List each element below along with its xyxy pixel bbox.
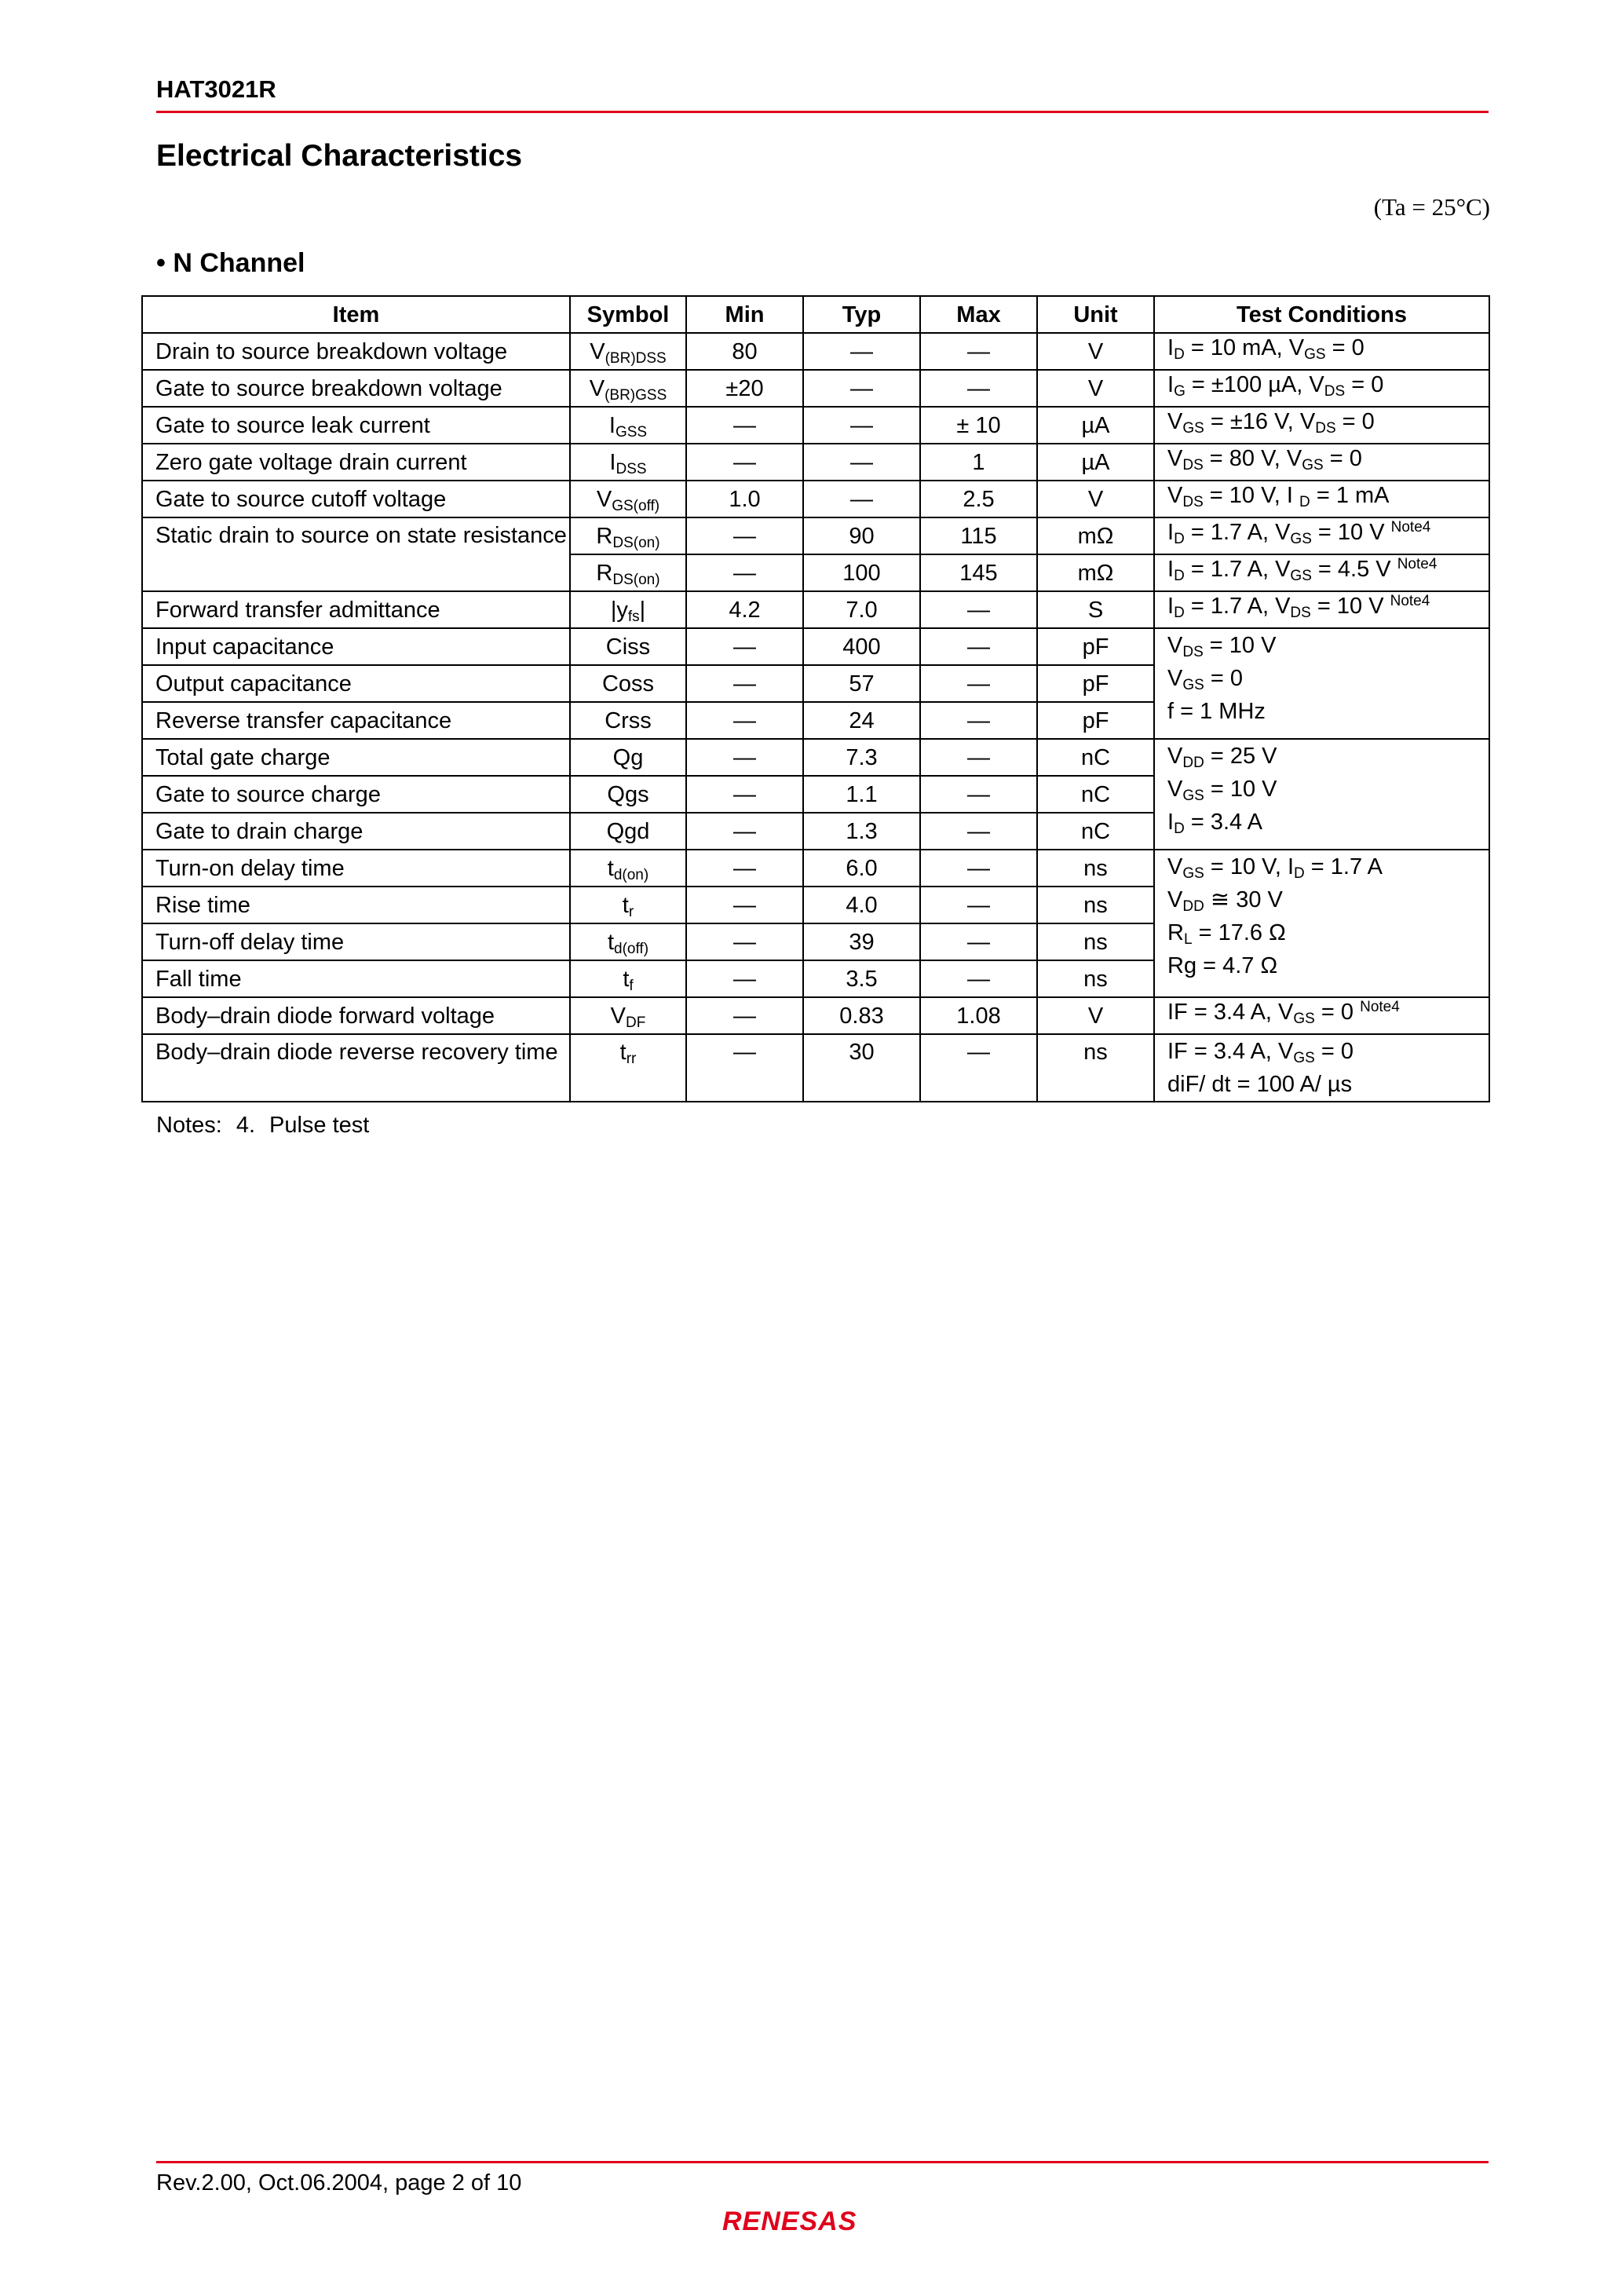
header-rule — [156, 111, 1489, 113]
item-cell: Body–drain diode forward voltage — [142, 997, 570, 1034]
max-cell: — — [920, 923, 1037, 960]
item-cell: Total gate charge — [142, 739, 570, 776]
min-cell: — — [686, 628, 803, 665]
min-cell: 4.2 — [686, 591, 803, 628]
test-condition-cell: $V_{DS} = 10$ V $V_{GS} = 0$ f = 1 MHz — [1154, 628, 1489, 739]
note-reference: Note4 — [1390, 519, 1431, 536]
unit-cell: V — [1037, 481, 1154, 517]
typ-cell: 3.5 — [803, 960, 920, 997]
symbol-cell: $R_{DS(on)}$ — [570, 554, 686, 591]
typ-cell: — — [803, 481, 920, 517]
typ-cell: 7.3 — [803, 739, 920, 776]
renesas-logo — [719, 2205, 915, 2236]
symbol-cell: Coss — [570, 665, 686, 702]
footer-rule — [156, 2161, 1489, 2163]
unit-cell: ns — [1037, 887, 1154, 923]
min-cell: — — [686, 850, 803, 887]
max-cell: ± 10 — [920, 407, 1037, 444]
typ-cell: — — [803, 370, 920, 407]
max-cell: — — [920, 628, 1037, 665]
section-title: Electrical Characteristics — [156, 139, 523, 173]
max-cell: — — [920, 887, 1037, 923]
min-cell: — — [686, 997, 803, 1034]
notes — [156, 1113, 383, 1139]
typ-cell: 100 — [803, 554, 920, 591]
symbol-cell: $V_{GS(off)}$ — [570, 481, 686, 517]
item-cell: Forward transfer admittance — [142, 591, 570, 628]
note-number: 4. — [236, 1113, 256, 1138]
test-condition-cell: $V_{DS} = 10$ V, I $_D$ = 1 mA — [1154, 481, 1489, 517]
symbol-cell: Qg — [570, 739, 686, 776]
column-header: Min — [686, 296, 803, 333]
min-cell: 1.0 — [686, 481, 803, 517]
unit-cell: µA — [1037, 444, 1154, 481]
unit-cell: pF — [1037, 665, 1154, 702]
max-cell: 1 — [920, 444, 1037, 481]
min-cell: — — [686, 665, 803, 702]
symbol-cell: $I_{DSS}$ — [570, 444, 686, 481]
symbol-cell: Ciss — [570, 628, 686, 665]
typ-cell: — — [803, 407, 920, 444]
table-row — [142, 628, 1489, 665]
item-cell: Fall time — [142, 960, 570, 997]
typ-cell: 39 — [803, 923, 920, 960]
revision-info: Rev.2.00, Oct.06.2004, page 2 of 10 — [156, 2170, 522, 2195]
typ-cell: 0.83 — [803, 997, 920, 1034]
max-cell: — — [920, 960, 1037, 997]
item-cell: Reverse transfer capacitance — [142, 702, 570, 739]
max-cell: — — [920, 813, 1037, 850]
min-cell: — — [686, 407, 803, 444]
min-cell: — — [686, 1034, 803, 1102]
test-condition-cell: $V_{GS} = 10$ V, $I_D = 1.7$ A $V_{DD}$ ≅ 30 V $R_L = 17.6$ Ω Rg = 4.7 Ω — [1154, 850, 1489, 997]
max-cell: — — [920, 739, 1037, 776]
unit-cell: nC — [1037, 813, 1154, 850]
max-cell: — — [920, 591, 1037, 628]
item-cell: Drain to source breakdown voltage — [142, 333, 570, 370]
item-cell: Rise time — [142, 887, 570, 923]
symbol-cell: $t_{rr}$ — [570, 1034, 686, 1102]
max-cell: 2.5 — [920, 481, 1037, 517]
min-cell: — — [686, 960, 803, 997]
typ-cell: 1.1 — [803, 776, 920, 813]
table-row — [142, 591, 1489, 628]
typ-cell: 57 — [803, 665, 920, 702]
test-condition-cell: $V_{GS} = \pm 16$ V, $V_{DS} = 0$ — [1154, 407, 1489, 444]
item-cell: Zero gate voltage drain current — [142, 444, 570, 481]
item-cell: Gate to source breakdown voltage — [142, 370, 570, 407]
symbol-cell: $R_{DS(on)}$ — [570, 517, 686, 554]
unit-cell: V — [1037, 370, 1154, 407]
typ-cell: 30 — [803, 1034, 920, 1102]
note-reference: Note4 — [1397, 556, 1438, 572]
unit-cell: mΩ — [1037, 517, 1154, 554]
symbol-cell: $t_r$ — [570, 887, 686, 923]
item-cell: Gate to source leak current — [142, 407, 570, 444]
unit-cell: mΩ — [1037, 554, 1154, 591]
test-condition-cell: $I_D = 10$ mA, $V_{GS} = 0$ — [1154, 333, 1489, 370]
item-cell: Gate to source charge — [142, 776, 570, 813]
unit-cell: V — [1037, 333, 1154, 370]
symbol-cell: Qgs — [570, 776, 686, 813]
notes-label: Notes: — [156, 1113, 222, 1138]
min-cell: — — [686, 887, 803, 923]
unit-cell: µA — [1037, 407, 1154, 444]
item-cell: Input capacitance — [142, 628, 570, 665]
unit-cell: V — [1037, 997, 1154, 1034]
symbol-cell: $I_{GSS}$ — [570, 407, 686, 444]
min-cell: — — [686, 923, 803, 960]
typ-cell: — — [803, 333, 920, 370]
note-reference: Note4 — [1390, 593, 1430, 609]
part-number: HAT3021R — [156, 75, 276, 103]
symbol-cell: $V_{DF}$ — [570, 997, 686, 1034]
table-row — [142, 407, 1489, 444]
min-cell: — — [686, 776, 803, 813]
typ-cell: 6.0 — [803, 850, 920, 887]
table-row — [142, 333, 1489, 370]
max-cell: 145 — [920, 554, 1037, 591]
max-cell: 1.08 — [920, 997, 1037, 1034]
item-cell: Static drain to source on state resistance — [142, 517, 570, 591]
typ-cell: 90 — [803, 517, 920, 554]
symbol-cell: $V_{(BR)DSS}$ — [570, 333, 686, 370]
symbol-cell: $t_{d(on)}$ — [570, 850, 686, 887]
table-row — [142, 370, 1489, 407]
table-row — [142, 444, 1489, 481]
max-cell: — — [920, 776, 1037, 813]
table-header-row — [142, 296, 1489, 333]
item-cell: Body–drain diode reverse recovery time — [142, 1034, 570, 1102]
column-header: Item — [142, 296, 570, 333]
svg-text:RENESAS: RENESAS — [722, 2206, 857, 2236]
column-header: Symbol — [570, 296, 686, 333]
note-text: Pulse test — [269, 1113, 370, 1138]
min-cell: ±20 — [686, 370, 803, 407]
table-row — [142, 1034, 1489, 1102]
item-cell: Gate to drain charge — [142, 813, 570, 850]
test-condition-cell: $V_{DD} = 25$ V $V_{GS} = 10$ V $I_D = 3.4$ A — [1154, 739, 1489, 850]
column-header: Test Conditions — [1154, 296, 1489, 333]
unit-cell: ns — [1037, 850, 1154, 887]
min-cell: — — [686, 702, 803, 739]
min-cell: — — [686, 739, 803, 776]
unit-cell: pF — [1037, 702, 1154, 739]
symbol-cell: $t_{d(off)}$ — [570, 923, 686, 960]
table-row — [142, 517, 1489, 554]
item-cell: Output capacitance — [142, 665, 570, 702]
ambient-condition: (Ta = 25°C) — [1373, 193, 1490, 221]
test-condition-cell: $V_{DS} = 80$ V, $V_{GS} = 0$ — [1154, 444, 1489, 481]
typ-cell: 400 — [803, 628, 920, 665]
column-header: Max — [920, 296, 1037, 333]
item-cell: Gate to source cutoff voltage — [142, 481, 570, 517]
max-cell: — — [920, 665, 1037, 702]
test-condition-cell: IF = 3.4 A, $V_{GS} = 0$ diF/ dt = 100 A/ µs — [1154, 1034, 1489, 1102]
max-cell: — — [920, 370, 1037, 407]
test-condition-cell: $I_D = 1.7$ A, $V_{GS} = 4.5$ V $^{Note4}$ — [1154, 554, 1489, 591]
min-cell: — — [686, 813, 803, 850]
max-cell: — — [920, 850, 1037, 887]
typ-cell: 7.0 — [803, 591, 920, 628]
unit-cell: ns — [1037, 923, 1154, 960]
symbol-cell: Crss — [570, 702, 686, 739]
min-cell: 80 — [686, 333, 803, 370]
min-cell: — — [686, 517, 803, 554]
table-row — [142, 739, 1489, 776]
electrical-characteristics-table — [141, 295, 1490, 1102]
column-header: Typ — [803, 296, 920, 333]
symbol-cell: $V_{(BR)GSS}$ — [570, 370, 686, 407]
test-condition-cell: $I_D = 1.7$ A, $V_{DS} = 10$ V $^{Note4}$ — [1154, 591, 1489, 628]
typ-cell: 24 — [803, 702, 920, 739]
min-cell: — — [686, 444, 803, 481]
symbol-cell: $t_f$ — [570, 960, 686, 997]
typ-cell: 1.3 — [803, 813, 920, 850]
unit-cell: ns — [1037, 1034, 1154, 1102]
note-reference: Note4 — [1360, 999, 1400, 1015]
table-row — [142, 481, 1489, 517]
symbol-cell: Qgd — [570, 813, 686, 850]
max-cell: — — [920, 702, 1037, 739]
column-header: Unit — [1037, 296, 1154, 333]
table-row — [142, 997, 1489, 1034]
unit-cell: pF — [1037, 628, 1154, 665]
max-cell: — — [920, 1034, 1037, 1102]
min-cell: — — [686, 554, 803, 591]
test-condition-cell: $I_D = 1.7$ A, $V_{GS} = 10$ V $^{Note4}$ — [1154, 517, 1489, 554]
table-row — [142, 850, 1489, 887]
unit-cell: nC — [1037, 739, 1154, 776]
max-cell: — — [920, 333, 1037, 370]
subsection-title: • N Channel — [156, 248, 305, 278]
test-condition-cell: $I_G = \pm 100$ µA, $V_{DS} = 0$ — [1154, 370, 1489, 407]
test-condition-cell: IF = 3.4 A, $V_{GS} = 0$ $^{Note4}$ — [1154, 997, 1489, 1034]
unit-cell: nC — [1037, 776, 1154, 813]
typ-cell: 4.0 — [803, 887, 920, 923]
unit-cell: S — [1037, 591, 1154, 628]
unit-cell: ns — [1037, 960, 1154, 997]
typ-cell: — — [803, 444, 920, 481]
symbol-cell: $|y_{fs}|$ — [570, 591, 686, 628]
max-cell: 115 — [920, 517, 1037, 554]
item-cell: Turn-on delay time — [142, 850, 570, 887]
item-cell: Turn-off delay time — [142, 923, 570, 960]
